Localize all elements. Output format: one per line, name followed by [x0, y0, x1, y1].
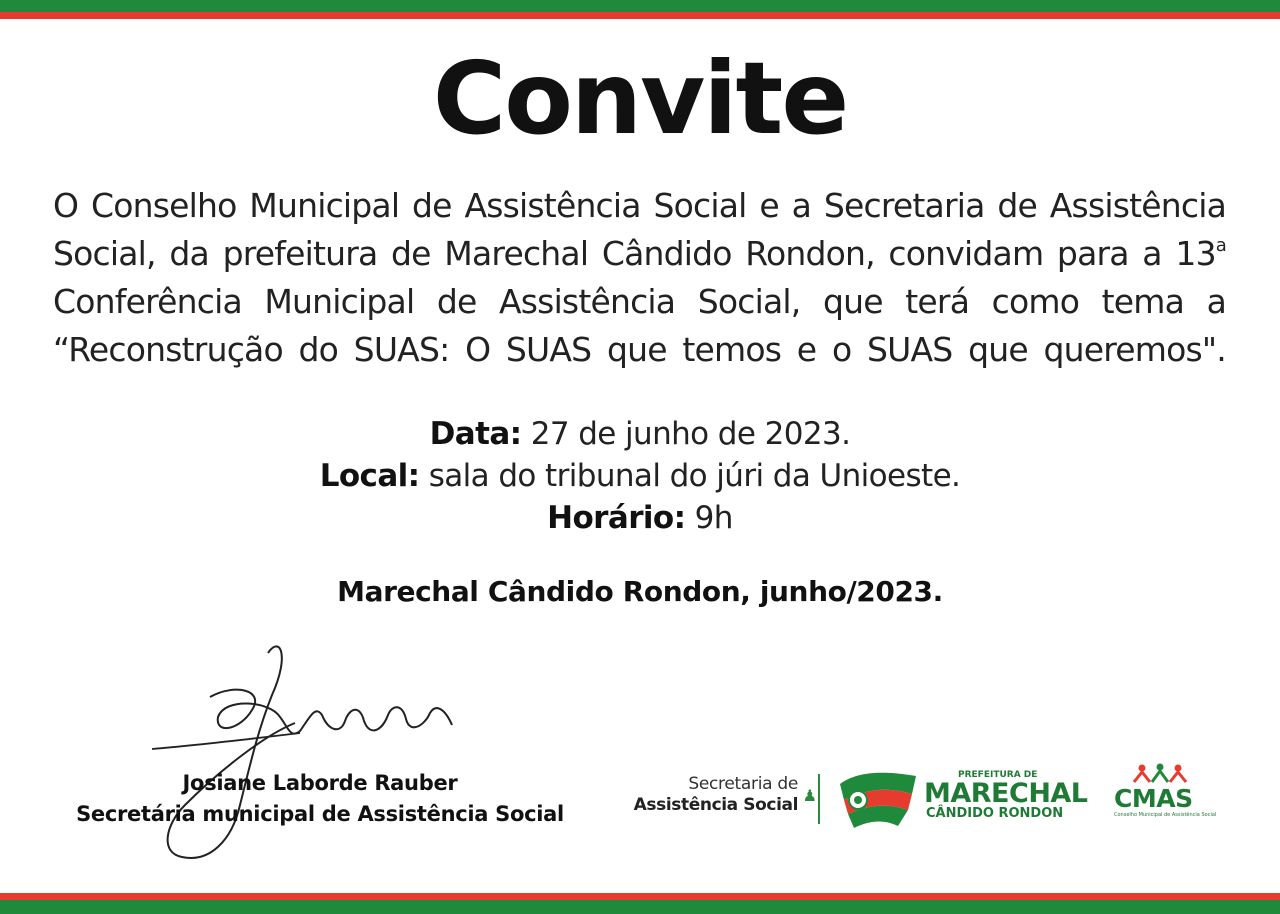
- time-label: Horário:: [547, 500, 686, 536]
- prefeitura-logo-line3: CÂNDIDO RONDON: [926, 806, 1064, 821]
- event-place: [0, 455, 1280, 497]
- date-label: Data:: [429, 416, 522, 452]
- intro-text-part2: Conferência Municipal de Assistência Social, que terá como tema a “Reconstrução do SUAS: O SUAS que temos e o SUAS que queremos".: [53, 282, 1226, 369]
- ordinal-superscript: a: [1215, 235, 1226, 256]
- place-value: sala do tribunal do júri da Unioeste.: [419, 458, 961, 494]
- invitation-text: [53, 182, 1226, 374]
- logo-divider: [818, 774, 820, 824]
- top-green-stripe: [0, 0, 1280, 12]
- secretaria-logo-line2: Assistência Social: [633, 795, 798, 815]
- prefeitura-logo: [836, 764, 1088, 832]
- bottom-red-stripe: [0, 893, 1280, 900]
- time-value: 9h: [685, 500, 733, 536]
- intro-text-part1: O Conselho Municipal de Assistência Social e a Secretaria de Assistência Social, da prefeitura de Marechal Cândido Rondon, convidam para a 13: [53, 186, 1226, 273]
- place-and-date: Marechal Cândido Rondon, junho/2023.: [337, 575, 943, 608]
- event-time: [0, 497, 1280, 539]
- cmas-logo-name: CMAS: [1114, 784, 1193, 813]
- bottom-green-stripe: [0, 900, 1280, 914]
- prefeitura-logo-line1: PREFEITURA DE: [958, 770, 1038, 780]
- cmas-logo: [1110, 762, 1217, 822]
- secretaria-logo-line1: Secretaria de: [688, 774, 798, 794]
- invitation-title: Convite: [432, 40, 848, 157]
- place-label: Local:: [319, 458, 420, 494]
- people-icon: [1130, 762, 1190, 786]
- signer-name: Josiane Laborde Rauber: [182, 771, 458, 795]
- family-icon: ♟: [802, 786, 817, 805]
- date-value: 27 de junho de 2023.: [521, 416, 851, 452]
- cmas-logo-caption: Conselho Municipal de Assistência Social: [1114, 812, 1217, 818]
- top-red-stripe: [0, 12, 1280, 19]
- secretaria-logo: [628, 772, 828, 826]
- event-date: [0, 413, 1280, 455]
- municipal-flag-emblem-icon: [836, 764, 920, 830]
- signer-role: Secretária municipal de Assistência Social: [76, 802, 564, 826]
- signer-block: [40, 768, 600, 830]
- handwritten-signature: [140, 635, 470, 867]
- event-details: [0, 413, 1280, 539]
- prefeitura-logo-line2: MARECHAL: [924, 778, 1088, 809]
